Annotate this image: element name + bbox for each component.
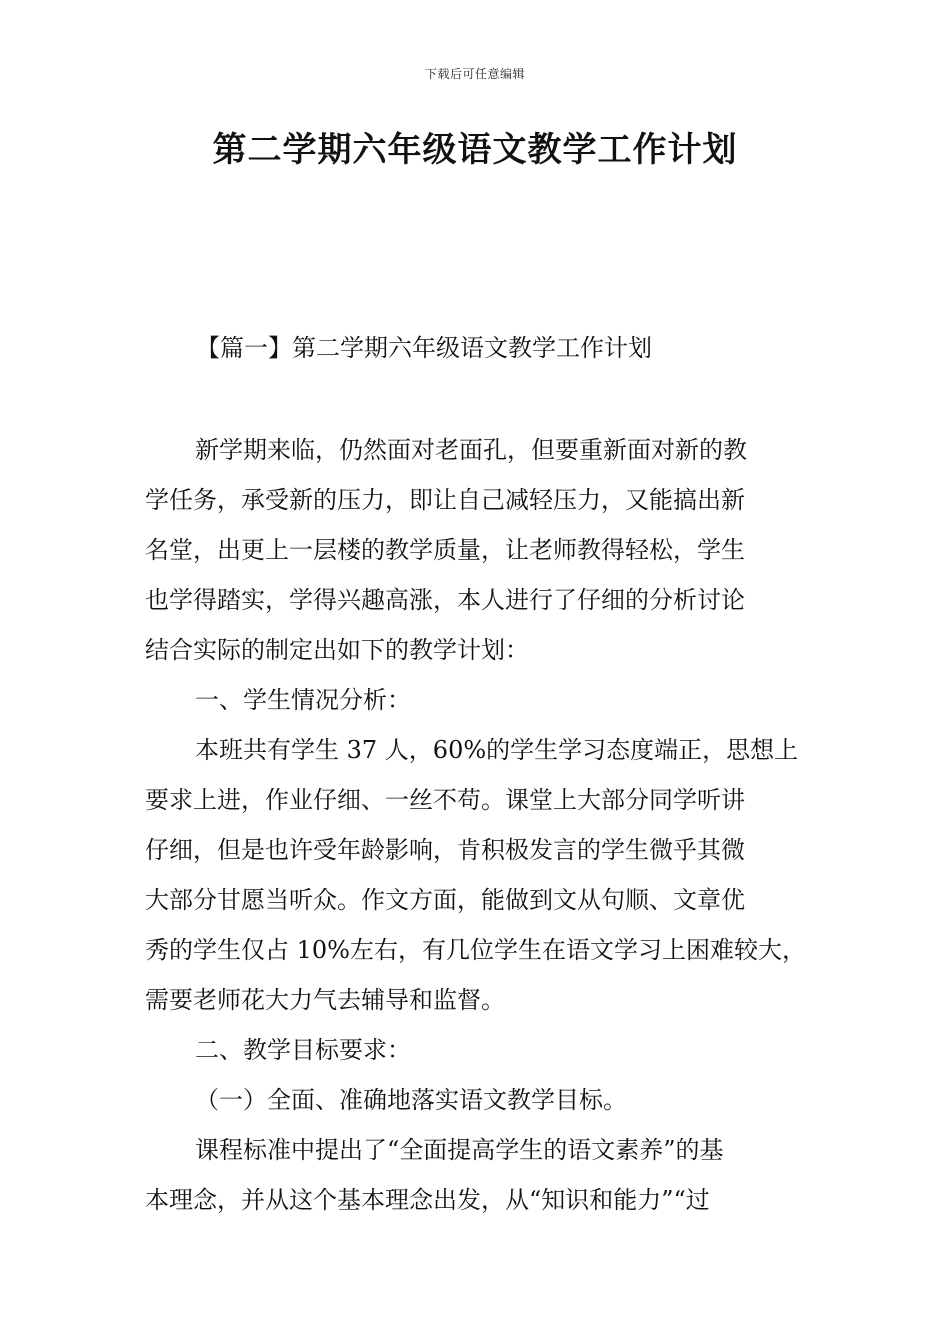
text-line: 结合实际的制定出如下的教学计划： xyxy=(145,636,529,664)
text-line: 学任务，承受新的压力，即让自己减轻压力，又能搞出新 xyxy=(145,486,745,514)
text-line: 要求上进，作业仔细、一丝不苟。课堂上大部分同学听讲 xyxy=(145,786,745,814)
body-text xyxy=(145,425,835,1225)
subheading-teaching-goals xyxy=(145,1025,835,1075)
text-line: 新学期来临，仍然面对老面孔，但要重新面对新的教 xyxy=(195,436,747,464)
text-line: （一）全面、准确地落实语文教学目标。 xyxy=(195,1086,627,1114)
text-line: 本理念，并从这个基本理念出发，从“知识和能力”“过 xyxy=(145,1186,710,1214)
section-heading: 【篇一】第二学期六年级语文教学工作计划 xyxy=(196,334,652,362)
text-line: 仔细，但是也许受年龄影响，肯积极发言的学生微乎其微 xyxy=(145,836,745,864)
paragraph-curriculum-standard xyxy=(145,1125,835,1225)
text-line: 名堂，出更上一层楼的教学质量，让老师教得轻松，学生 xyxy=(145,536,745,564)
text-line: 需要老师花大力气去辅导和监督。 xyxy=(145,986,505,1014)
text-line: 秀的学生仅占 10%左右，有几位学生在语文学习上困难较大， xyxy=(145,936,806,964)
text-line: 也学得踏实，学得兴趣高涨，本人进行了仔细的分析讨论 xyxy=(145,586,745,614)
text-line: 课程标准中提出了“全面提高学生的语文素养”的基 xyxy=(195,1136,724,1164)
text-line: 二、教学目标要求： xyxy=(195,1036,411,1064)
subheading-student-analysis xyxy=(145,675,835,725)
paragraph-student-analysis xyxy=(145,725,835,1025)
paragraph-intro xyxy=(145,425,835,675)
header-note: 下载后可任意编辑 xyxy=(424,67,525,81)
text-line: 一、学生情况分析： xyxy=(195,686,411,714)
text-line: 大部分甘愿当听众。作文方面，能做到文从句顺、文章优 xyxy=(145,886,745,914)
text-line: 本班共有学生 37 人，60%的学生学习态度端正，思想上 xyxy=(195,736,799,764)
document-title: 第二学期六年级语文教学工作计划 xyxy=(212,130,738,170)
subheading-goal-one xyxy=(145,1075,835,1125)
